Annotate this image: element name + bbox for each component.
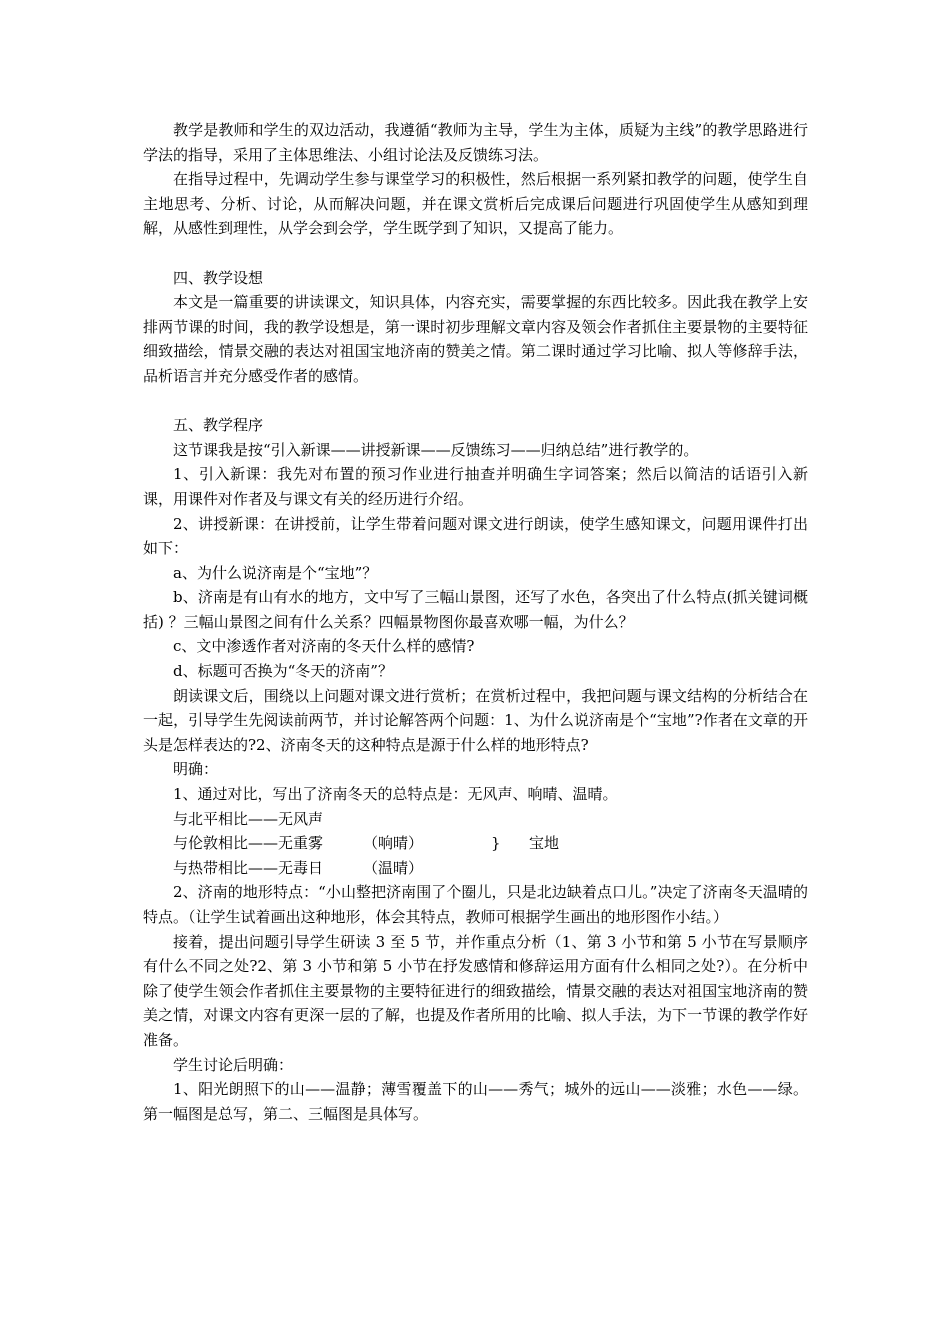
section-5-paragraph: 朗读课文后，围绕以上问题对课文进行赏析；在赏析过程中，我把问题与课文结构的分析结合在一起，引导学生先阅读前两节，并讨论解答两个问题：1、为什么说济南是个“宝地”?作者在文章的开头是怎样表达的?2、济南冬天的这种特点是源于什么样的地形特点? [143,686,808,754]
comparison-row [143,807,808,832]
document-page [143,118,808,1126]
intro-paragraph-1: 教学是教师和学生的双边活动，我遵循“教师为主导，学生为主体，质疑为主线”的教学思路进行学法的指导，采用了主体思维法、小组讨论法及反馈练习法。 [143,121,808,164]
comparison-mid: （温晴） [363,858,424,877]
clarify-label: 明确： [173,760,219,779]
section-5-paragraph: 1、通过对比，写出了济南冬天的总特点是：无风声、响晴、温晴。 [173,785,618,804]
question-c: c、文中渗透作者对济南的冬天什么样的感情? [173,637,475,656]
section-4-body: 本文是一篇重要的讲读课文，知识具体，内容充实，需要掌握的东西比较多。因此我在教学上安排两节课的时间，我的教学设想是，第一课时初步理解文章内容及领会作者抓住主要景物的主要特征细致描绘，情景交融的表达对祖国宝地济南的赞美之情。第二课时通过学习比喻、拟人等修辞手法，品析语言并充分感受作者的感情。 [143,293,808,385]
comparison-text: 与伦敦相比——无重雾 [173,834,324,853]
section-5-paragraph: 2、讲授新课：在讲授前，让学生带着问题对课文进行朗读，使学生感知课文，问题用课件打出如下： [143,514,808,558]
question-b: b、济南是有山有水的地方，文中写了三幅山景图，还写了水色，各突出了什么特点(抓关键词概括) ？三幅山景图之间有什么关系？四幅景物图你最喜欢哪一幅，为什么？ [143,588,808,631]
intro-paragraph-2: 在指导过程中，先调动学生参与课堂学习的积极性，然后根据一系列紧扣教学的问题，使学生自主地思考、分析、讨论，从而解决问题，并在课文赏析后完成课后问题进行巩固使学生从感知到理解，从感性到理性，从学会到会学，学生既学到了知识，又提高了能力。 [143,170,808,238]
comparison-text: 与北平相比——无风声 [173,809,324,828]
section-5-heading: 五、教学程序 [173,416,264,435]
section-5-paragraph: 学生讨论后明确： [173,1055,294,1074]
section-5-paragraph: 2、济南的地形特点：“小山整把济南围了个圈儿，只是北边缺着点口儿。”决定了济南冬天温晴的特点。（让学生试着画出这种地形，体会其特点，教师可根据学生画出的地形图作小结。） [143,883,808,926]
spacer [143,241,808,266]
question-a: a、为什么说济南是个“宝地”？ [173,563,378,582]
spacer [143,389,808,414]
section-5-paragraph: 这节课我是按“引入新课——讲授新课——反馈练习——归纳总结”进行教学的。 [173,440,699,459]
comparison-text: 与热带相比——无毒日 [173,858,324,877]
question-d: d、标题可否换为“冬天的济南”？ [173,662,393,681]
comparison-block [143,807,808,881]
section-5-paragraph: 接着，提出问题引导学生研读 3 至 5 节，并作重点分析（1、第 3 小节和第 5 小节在写景顺序有什么不同之处?2、第 3 小节和第 5 小节在抒发感情和修辞运用方面有什么相同之处?）。在分析中除了使学生领会作者抓住主要景物的主要特征进行的细致描绘，情景交融的表达对祖国宝地济南的赞美之情，对课文内容有更深一层的了解，也提及作者所用的比喻、拟人手法，为下一节课的教学作好准备。 [143,932,808,1049]
section-5-paragraph: 1、引入新课：我先对布置的预习作业进行抽查并明确生字词答案；然后以简洁的话语引入新课，用课件对作者及与课文有关的经历进行介绍。 [143,465,808,508]
section-5-paragraph: 1、阳光朗照下的山——温静；薄雪覆盖下的山——秀气；城外的远山——淡雅；水色——绿。第一幅图是总写，第二、三幅图是具体写。 [143,1080,808,1123]
comparison-result: 宝地 [529,834,560,853]
comparison-brace: } [491,834,501,853]
section-4-heading: 四、教学设想 [173,268,264,287]
comparison-row [143,831,808,856]
comparison-row [143,856,808,881]
comparison-mid: （响晴） [363,834,424,853]
